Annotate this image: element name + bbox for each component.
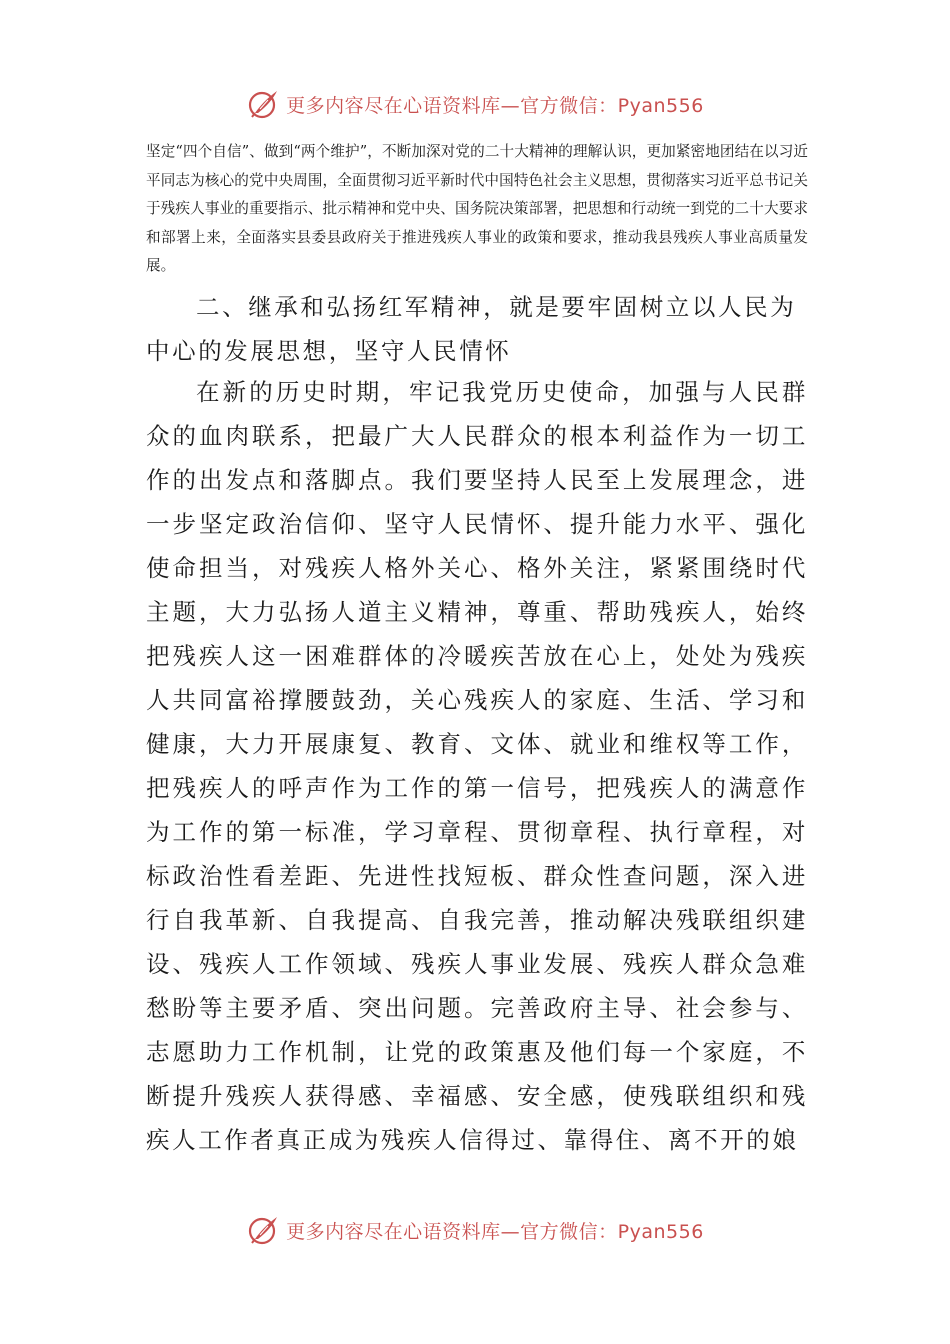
- header-watermark-banner: [0, 84, 950, 124]
- intro-paragraph: 坚定“四个自信”、做到“两个维护”，不断加深对党的二十大精神的理解认识，更加紧密地团结在以习近平同志为核心的党中央周围，全面贯彻习近平新时代中国特色社会主义思想，贯彻落实习近平总书记关于残疾人事业的重要指示、批示精神和党中央、国务院决策部署，把思想和行动统一到党的二十大要求和部署上来，全面落实县委县政府关于推进残疾人事业的政策和要求，推动我县残疾人事业高质量发展。: [146, 143, 808, 275]
- header-watermark-text: 更多内容尽在心语资料库—官方微信：Pyan556: [286, 94, 704, 117]
- quill-pen-logo-icon: [246, 86, 282, 122]
- body-paragraph: 在新的历史时期，牢记我党历史使命，加强与人民群众的血肉联系，把最广大人民群众的根本利益作为一切工作的出发点和落脚点。我们要坚持人民至上发展理念，进一步坚定政治信仰、坚守人民情怀、提升能力水平、强化使命担当，对残疾人格外关心、格外关注，紧紧围绕时代主题，大力弘扬人道主义精神，尊重、帮助残疾人，始终把残疾人这一困难群体的冷暖疾苦放在心上，处处为残疾人共同富裕撑腰鼓劲，关心残疾人的家庭、生活、学习和健康，大力开展康复、教育、文体、就业和维权等工作，把残疾人的呼声作为工作的第一信号，把残疾人的满意作为工作的第一标准，学习章程、贯彻章程、执行章程，对标政治性看差距、先进性找短板、群众性查问题，深入进行自我革新、自我提高、自我完善，推动解决残联组织建设、残疾人工作领域、残疾人事业发展、残疾人群众急难愁盼等主要矛盾、突出问题。完善政府主导、社会参与、志愿助力工作机制，让党的政策惠及他们每一个家庭，不断提升残疾人获得感、幸福感、安全感，使残联组织和残疾人工作者真正成为残疾人信得过、靠得住、离不开的娘: [146, 378, 808, 1154]
- footer-watermark-text: 更多内容尽在心语资料库—官方微信：Pyan556: [286, 1220, 704, 1243]
- quill-pen-logo-icon: [246, 1212, 282, 1248]
- footer-watermark-banner: [0, 1210, 950, 1250]
- section-heading: 二、继承和弘扬红军精神，就是要牢固树立以人民为中心的发展思想，坚守人民情怀: [146, 293, 797, 365]
